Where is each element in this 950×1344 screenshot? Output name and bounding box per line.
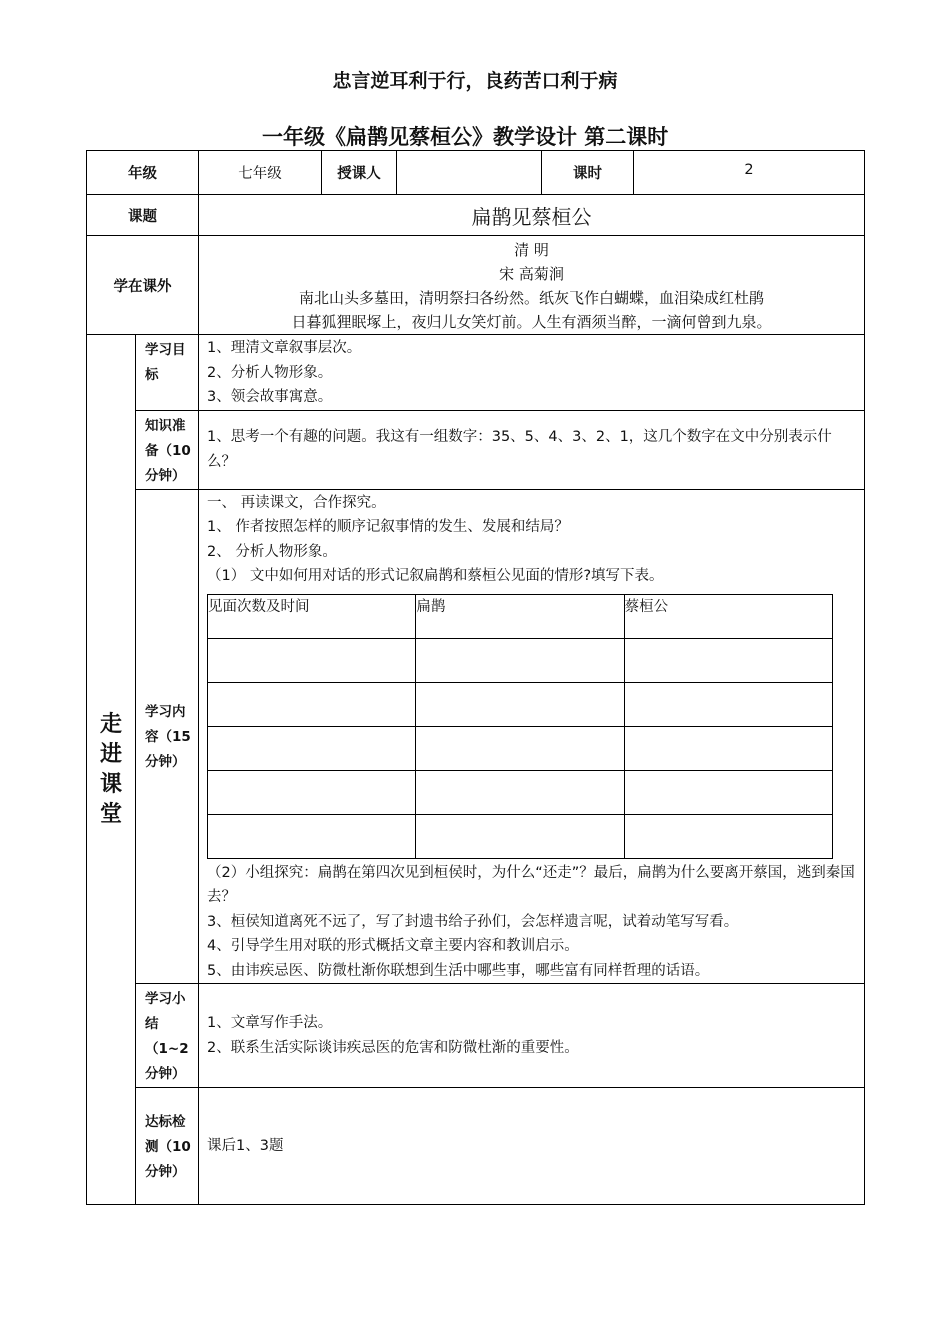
table-row	[208, 682, 833, 726]
table-row	[208, 638, 833, 682]
list-item: 2、分析人物形象。	[207, 364, 333, 381]
teacher-value	[397, 151, 542, 195]
classroom-label: 走进课堂	[99, 711, 122, 827]
blank-cell[interactable]	[208, 638, 416, 682]
objectives-label: 学习目标	[136, 335, 199, 411]
meeting-table-header: 蔡桓公	[624, 594, 832, 638]
blank-cell[interactable]	[624, 770, 832, 814]
period-label: 课时	[542, 151, 634, 195]
objectives-cell	[199, 335, 865, 411]
content-line: （1） 文中如何用对话的形式记叙扁鹊和蔡桓公见面的情形?填写下表。	[207, 568, 664, 584]
blank-cell[interactable]	[416, 638, 624, 682]
content-label: 学习内容（15分钟）	[136, 489, 199, 984]
topic-value: 扁鹊见蔡桓公	[199, 195, 865, 236]
content-line: 1、 作者按照怎样的顺序记叙事情的发生、发展和结局？	[207, 519, 569, 535]
grade-label: 年级	[87, 151, 199, 195]
list-item: 2、联系生活实际谈讳疾忌医的危害和防微杜渐的重要性。	[207, 1039, 579, 1056]
blank-cell[interactable]	[624, 726, 832, 770]
knowledge-text: 1、思考一个有趣的问题。我这有一组数字：35、5、4、3、2、1，这几个数字在文中分别表示什么？	[207, 429, 832, 470]
meeting-table	[207, 594, 833, 859]
poem-line: 日暮狐狸眠塚上，夜归儿女笑灯前。人生有酒须当醉，一滴何曾到九泉。	[291, 313, 772, 331]
content-line: 3、桓侯知道离死不远了，写了封遗书给子孙们，会怎样遗言呢，试着动笔写写看。	[207, 913, 739, 930]
content-line: 4、引导学生用对联的形式概括文章主要内容和教训启示。	[207, 938, 579, 954]
table-row	[208, 770, 833, 814]
table-row	[208, 814, 833, 858]
poem-block	[199, 236, 865, 335]
blank-cell[interactable]	[416, 770, 624, 814]
blank-cell[interactable]	[624, 682, 832, 726]
blank-cell[interactable]	[208, 682, 416, 726]
table-row	[208, 726, 833, 770]
lesson-plan-table	[86, 150, 865, 1205]
blank-cell[interactable]	[624, 638, 832, 682]
list-item: 1、理清文章叙事层次。	[207, 340, 362, 356]
topic-label: 课题	[87, 195, 199, 236]
summary-label: 学习小结（1~2分钟）	[136, 984, 199, 1088]
blank-cell[interactable]	[208, 770, 416, 814]
test-text: 课后1、3题	[207, 1137, 284, 1154]
poem-title: 清 明	[514, 241, 549, 259]
test-label: 达标检测（10分钟）	[136, 1088, 199, 1205]
period-value: 2	[634, 151, 865, 195]
content-line: 一、 再读课文，合作探究。	[207, 494, 386, 511]
page-title: 一年级《扁鹊见蔡桓公》教学设计 第二课时	[262, 125, 669, 149]
motto: 忠言逆耳利于行，良药苦口利于病	[332, 70, 618, 92]
blank-cell[interactable]	[208, 814, 416, 858]
grade-value: 七年级	[199, 151, 322, 195]
poem-line: 南北山头多墓田，清明祭扫各纷然。纸灰飞作白蝴蝶，血泪染成红杜鹃	[298, 289, 764, 307]
knowledge-cell	[199, 410, 865, 489]
content-line: 5、由讳疾忌医、防微杜渐你联想到生活中哪些事，哪些富有同样哲理的话语。	[207, 962, 710, 979]
meeting-table-header: 扁鹊	[416, 594, 624, 638]
blank-cell[interactable]	[416, 682, 624, 726]
poem-author: 宋 高菊涧	[499, 265, 564, 283]
outside-class-label: 学在课外	[87, 236, 199, 335]
summary-cell	[199, 984, 865, 1088]
classroom-label-cell	[87, 335, 136, 1205]
blank-cell[interactable]	[624, 814, 832, 858]
blank-cell[interactable]	[416, 814, 624, 858]
knowledge-label: 知识准备（10分钟）	[136, 410, 199, 489]
blank-cell[interactable]	[416, 726, 624, 770]
content-line: 2、 分析人物形象。	[207, 543, 337, 560]
list-item: 3、领会故事寓意。	[207, 389, 333, 405]
meeting-table-header: 见面次数及时间	[208, 594, 416, 638]
content-line: （2）小组探究：扁鹊在第四次见到桓侯时，为什么“还走”？最后，扁鹊为什么要离开蔡国，逃到秦国去？	[207, 864, 855, 905]
list-item: 1、文章写作手法。	[207, 1015, 333, 1031]
content-cell	[199, 489, 865, 984]
blank-cell[interactable]	[208, 726, 416, 770]
teacher-label: 授课人	[322, 151, 397, 195]
test-cell	[199, 1088, 865, 1205]
